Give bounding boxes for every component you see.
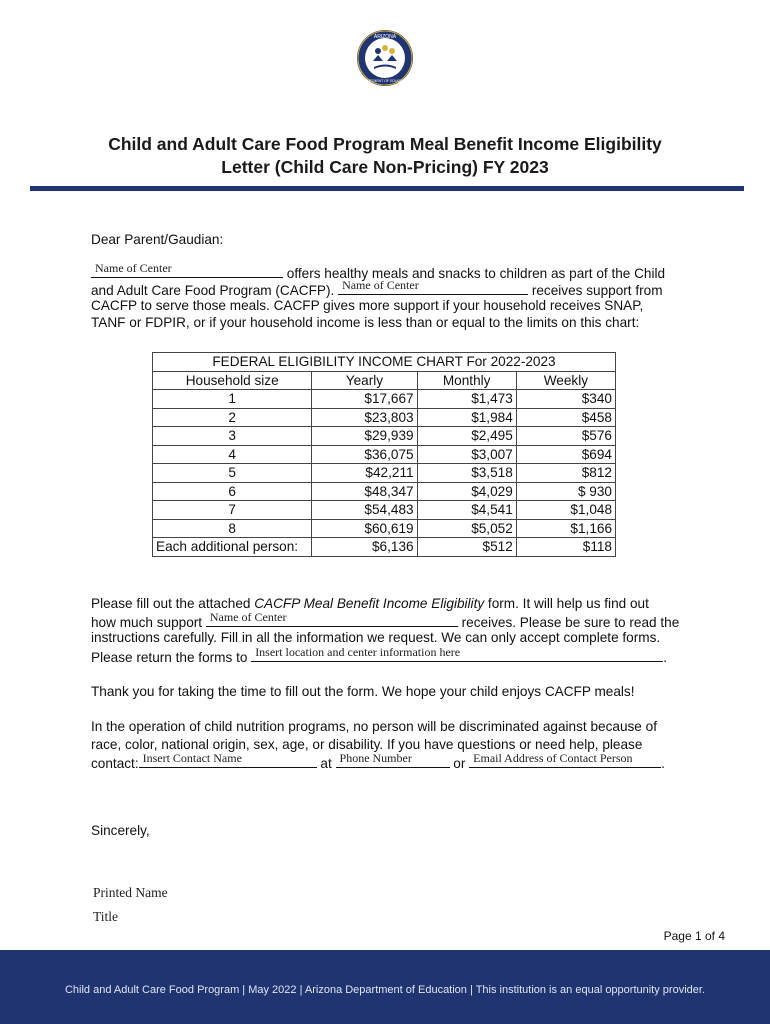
table-cell: $48,347 — [312, 482, 417, 501]
table-cell: $1,048 — [516, 501, 615, 520]
para2-text-a: Please fill out the attached — [91, 596, 255, 611]
contact-name-field[interactable] — [139, 753, 317, 768]
para3: Thank you for taking the time to fill out the form. We hope your child enjoys CACFP meals! — [91, 684, 635, 699]
title-line-2: Letter (Child Care Non-Pricing) FY 2023 — [221, 157, 549, 177]
phone-number-field-value: Phone Number — [339, 751, 412, 765]
para1-text-c: receives support from — [531, 283, 663, 298]
center-name-field-2-value: Name of Center — [342, 278, 419, 292]
table-row — [153, 464, 616, 483]
center-name-field-2[interactable] — [338, 280, 528, 295]
table-cell: $60,619 — [312, 519, 417, 538]
para4-line1: In the operation of child nutrition programs, no person will be discriminated against because of — [91, 719, 657, 734]
center-name-field[interactable] — [91, 263, 283, 278]
para2-text-e: Please return the forms to — [91, 650, 248, 665]
table-header: Weekly — [516, 371, 615, 390]
closing: Sincerely, — [91, 823, 150, 838]
table-cell: $54,483 — [312, 501, 417, 520]
seal-bottom-text: DEPARTMENT OF EDUCATION — [359, 79, 411, 83]
signer-title-field[interactable]: Title — [93, 909, 119, 924]
table-cell: $340 — [516, 390, 615, 409]
footer-text: Child and Adult Care Food Program | May 2022 | Arizona Department of Education | This institution is an equal opportunity provider. — [64, 984, 705, 996]
table-cell: 6 — [153, 482, 312, 501]
table-cell: $512 — [417, 538, 516, 557]
table-row — [153, 390, 616, 409]
para2-line1 — [91, 595, 649, 613]
center-name-field-3-value: Name of Center — [209, 610, 287, 624]
table-cell: $458 — [516, 408, 615, 427]
table-cell: 8 — [153, 519, 312, 538]
table-cell: $1,984 — [417, 408, 516, 427]
greeting: Dear Parent/Gaudian: — [91, 232, 224, 247]
para2-line3: instructions carefully. Fill in all the information we request. We can only accept complete forms. — [91, 630, 661, 645]
table-cell: $576 — [516, 427, 615, 446]
table-cell: $42,211 — [312, 464, 417, 483]
page-number: Page 1 of 4 — [663, 929, 725, 943]
table-cell: $3,007 — [417, 445, 516, 464]
table-header: Household size — [153, 371, 312, 390]
para1-text-a: offers healthy meals and snacks to children as part of the Child — [286, 266, 666, 281]
return-location-field-value: Insert location and center information here — [255, 645, 461, 659]
table-cell: Each additional person: — [153, 538, 312, 557]
table-cell: $29,939 — [312, 427, 417, 446]
para4-text-b: at — [320, 756, 332, 771]
table-row — [153, 538, 616, 557]
table-row — [153, 408, 616, 427]
center-name-field-value: Name of Center — [95, 261, 172, 275]
table-cell: $ 930 — [516, 482, 615, 501]
table-cell: $6,136 — [312, 538, 417, 557]
letter-title — [60, 133, 710, 179]
para2-text-d: receives. Please be sure to read the — [461, 615, 680, 630]
return-location-field[interactable] — [251, 647, 663, 662]
para2-text-c: how much support — [91, 615, 203, 630]
table-cell: 3 — [153, 427, 312, 446]
table-caption: FEDERAL ELIGIBILITY INCOME CHART For 2022-2023 — [153, 353, 616, 372]
para2-text-f: . — [663, 650, 667, 665]
table-cell: $1,166 — [516, 519, 615, 538]
table-cell: $4,541 — [417, 501, 516, 520]
title-line-1: Child and Adult Care Food Program Meal Benefit Income Eligibility — [108, 134, 662, 154]
table-header: Monthly — [417, 371, 516, 390]
email-field-value: Email Address of Contact Person — [473, 751, 633, 765]
table-cell: $3,518 — [417, 464, 516, 483]
para1-line3: CACFP to serve those meals. CACFP gives more support if your household receives SNAP, — [91, 298, 644, 313]
table-cell: 5 — [153, 464, 312, 483]
ade-seal-logo — [356, 29, 414, 87]
table-cell: $5,052 — [417, 519, 516, 538]
table-cell: $118 — [516, 538, 615, 557]
para1-line4: TANF or FDPIR, or if your household income is less than or equal to the limits on this chart: — [91, 315, 640, 330]
table-cell: $1,473 — [417, 390, 516, 409]
table-row — [153, 445, 616, 464]
income-eligibility-table — [152, 352, 616, 557]
table-cell: 7 — [153, 501, 312, 520]
table-cell: $23,803 — [312, 408, 417, 427]
table-cell: 2 — [153, 408, 312, 427]
table-row — [153, 519, 616, 538]
para4-text-d: . — [661, 756, 665, 771]
table-cell: $4,029 — [417, 482, 516, 501]
table-row — [153, 501, 616, 520]
contact-name-field-value: Insert Contact Name — [142, 751, 242, 765]
title-divider — [30, 186, 744, 191]
table-cell: $17,667 — [312, 390, 417, 409]
para4-line3 — [91, 753, 665, 773]
table-cell: 4 — [153, 445, 312, 464]
table-cell: $812 — [516, 464, 615, 483]
para2-line4 — [91, 647, 667, 667]
para4-line2: race, color, national origin, sex, age, or disability. If you have questions or need help, please — [91, 737, 643, 752]
table-cell: 1 — [153, 390, 312, 409]
printed-name-field[interactable]: Printed Name — [93, 885, 168, 900]
table-row — [153, 427, 616, 446]
para2-text-b: form. It will help us find out — [484, 596, 649, 611]
form-name: CACFP Meal Benefit Income Eligibility — [254, 596, 485, 611]
para4-text-c: or — [453, 756, 466, 771]
seal-top-text: ARIZONA — [373, 34, 397, 40]
email-field[interactable] — [469, 753, 661, 768]
table-header-row — [153, 371, 616, 390]
table-header: Yearly — [312, 371, 417, 390]
table-cell: $36,075 — [312, 445, 417, 464]
para1-text-b: and Adult Care Food Program (CACFP). — [91, 283, 335, 298]
table-cell: $694 — [516, 445, 615, 464]
phone-number-field[interactable] — [336, 753, 450, 768]
table-cell: $2,495 — [417, 427, 516, 446]
center-name-field-3[interactable] — [206, 612, 458, 627]
table-row — [153, 482, 616, 501]
para4-text-a: contact: — [91, 756, 139, 771]
